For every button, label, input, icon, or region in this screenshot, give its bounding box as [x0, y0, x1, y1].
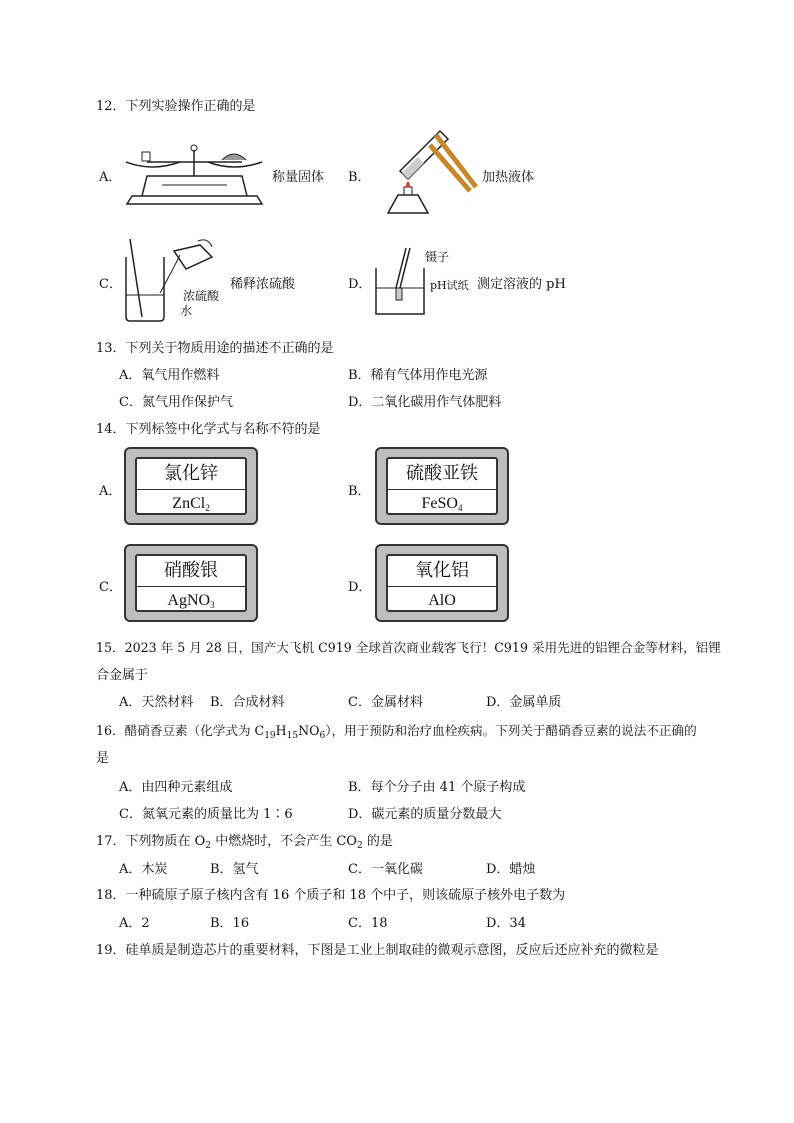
- q14-label-a-name: 氯化锌: [137, 459, 245, 490]
- q12-option-c-caption: 稀释浓硫酸: [230, 277, 296, 292]
- q15-stem-line2: 合金属于: [96, 668, 149, 683]
- q12-option-d-label-ph-paper: pH试纸: [430, 279, 469, 292]
- q18-stem: 18．一种硫原子原子核内含有 16 个质子和 18 个中子，则该硫原子核外电子数为: [96, 888, 566, 903]
- q12-option-d-letter: D．: [348, 277, 372, 292]
- q16-option-d: D．碳元素的质量分数最大: [348, 807, 502, 822]
- q17-option-a: A．木炭: [119, 862, 168, 877]
- q14-label-d: [375, 544, 509, 622]
- q15-option-c: C．金属材料: [348, 695, 423, 710]
- diluting-acid-illustration: [120, 235, 230, 325]
- q14-stem: 14．下列标签中化学式与名称不符的是: [96, 422, 321, 437]
- q17-stem: 17．下列物质在 $O_2$ 中燃烧时，不会产生 $CO_2$ 的是: [96, 834, 393, 851]
- q12-option-c-letter: C．: [99, 277, 122, 292]
- q14-option-c-letter: C．: [99, 580, 122, 595]
- q18-option-b: B．16: [210, 916, 250, 931]
- q14-label-b-formula: FeSO$_4$: [421, 495, 463, 513]
- q17-option-b: B．氢气: [210, 862, 259, 877]
- ph-test-illustration: [372, 244, 432, 318]
- q12-stem: 12．下列实验操作正确的是: [96, 99, 256, 114]
- q14-label-c: [124, 544, 258, 622]
- q14-label-a: [124, 447, 258, 525]
- q18-option-d: D．34: [486, 916, 526, 931]
- q12-option-a-letter: A．: [99, 170, 122, 185]
- q13-option-c: C．氮气用作保护气: [119, 395, 233, 410]
- heating-liquid-illustration: [378, 125, 478, 217]
- q14-option-b-letter: B．: [348, 484, 371, 499]
- q17-option-c: C．一氧化碳: [348, 862, 423, 877]
- q16-option-c: C．氮氧元素的质量比为 1∶6: [119, 807, 293, 822]
- q15-stem-line1: 15．2023 年 5 月 28 日，国产大飞机 C919 全球首次商业载客飞行！C919 采用先进的铝锂合金等材料，铝锂: [96, 640, 721, 655]
- q12-option-a-caption: 称量固体: [272, 170, 325, 185]
- q12-option-c-label-water: 水: [180, 304, 193, 318]
- q12-option-c-label-acid: 浓硫酸: [183, 289, 220, 303]
- q12-option-d-caption: 测定溶液的 pH: [477, 277, 566, 292]
- q12-option-b-caption: 加热液体: [482, 170, 535, 185]
- q14-label-a-formula: ZnCl$_2$: [172, 495, 210, 513]
- q13-option-b: B．稀有气体用作电光源: [348, 368, 488, 383]
- q18-option-a: A．2: [119, 916, 150, 931]
- q15-option-a: A．天然材料: [119, 695, 194, 710]
- q14-label-c-formula: AgNO$_3$: [167, 592, 215, 610]
- q15-option-d: D．金属单质: [486, 695, 562, 710]
- balance-illustration: [122, 140, 267, 208]
- q13-option-d: D．二氧化碳用作气体肥料: [348, 395, 502, 410]
- q14-option-a-letter: A．: [99, 484, 122, 499]
- q16-option-b: B．每个分子由 41 个原子构成: [348, 780, 526, 795]
- q14-label-c-name: 硝酸银: [137, 556, 245, 587]
- q12-option-d-label-tweezers: 镊子: [425, 250, 450, 264]
- q18-option-c: C．18: [348, 916, 388, 931]
- q12-option-b-letter: B．: [348, 170, 371, 185]
- q14-label-d-formula: AlO: [428, 592, 456, 609]
- q16-stem-line1: 16．醋硝香豆素（化学式为 $C_{19}H_{15}NO_6$），用于预防和治疗血栓疾病。下列关于醋硝香豆素的说法不正确的: [96, 723, 697, 741]
- q14-label-b-name: 硫酸亚铁: [388, 459, 496, 490]
- q16-option-a: A．由四种元素组成: [119, 780, 233, 795]
- q13-stem: 13．下列关于物质用途的描述不正确的是: [96, 341, 334, 356]
- q15-option-b: B．合成材料: [210, 695, 285, 710]
- q13-option-a: A．氧气用作燃料: [119, 368, 220, 383]
- q14-label-b: [375, 447, 509, 525]
- q14-option-d-letter: D．: [348, 580, 372, 595]
- q17-option-d: D．蜡烛: [486, 862, 536, 877]
- q16-stem-line2: 是: [96, 751, 110, 766]
- q19-stem: 19．硅单质是制造芯片的重要材料，下图是工业上制取硅的微观示意图，反应后还应补充的微粒是: [96, 943, 659, 958]
- q14-label-d-name: 氧化铝: [388, 556, 496, 587]
